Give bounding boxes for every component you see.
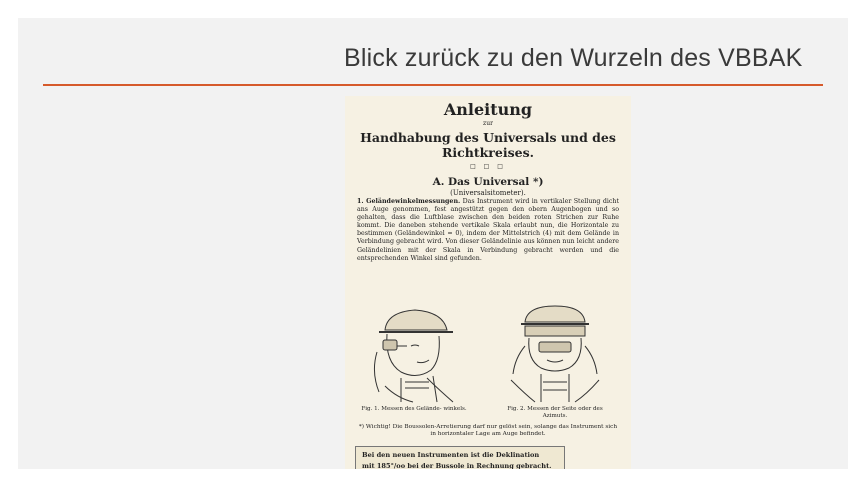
ornament: □ □ □	[470, 163, 506, 170]
declination-box	[355, 446, 565, 469]
declination-line-2: mit 185°/oo bei der Bussole in Rechnung gebracht.	[362, 462, 552, 469]
paragraph-lead: 1. Geländewinkelmessungen.	[357, 198, 461, 205]
figure-1-illustration	[357, 302, 475, 404]
slide	[18, 18, 848, 469]
section-subtitle: (Universalsitometer).	[450, 189, 526, 197]
figure-1-caption: Fig. 1. Messen des Gelände- winkels.	[361, 406, 467, 412]
document-heading: Anleitung	[443, 100, 533, 119]
scanned-document	[345, 96, 631, 469]
figure-2-caption: Fig. 2. Messen der Seite oder des Azimuts.	[507, 406, 603, 419]
slide-title: Blick zurück zu den Wurzeln des VBBAK	[344, 44, 803, 72]
instruction-paragraph	[357, 198, 619, 263]
section-title: A. Das Universal *)	[432, 176, 544, 188]
declination-line-1: Bei den neuen Instrumenten ist die Deklination	[362, 451, 540, 459]
footnote: *) Wichtig! Die Boussolen-Arretierung darf nur gelöst sein, solange das Instrument sich in horizontaler Lage am Auge befindet.	[358, 424, 618, 437]
title-underline	[43, 84, 823, 86]
paragraph-body: Das Instrument wird in vertikaler Stellung dicht ans Auge genommen, fest angestützt gegen den obern Augenbogen und so gehalten, dass die Luftblase zwischen den beiden roten Strichen zur Ruhe kommt. Die daneben stehende vertikale Skala erlaubt nun, die Horizontale zu bestimmen (Geländewinkel = 0), indem der Mittelstrich (4) mit dem Gelände in Verbindung gebracht wird. Von dieser Geländelinie aus können nun leicht andere Geländelinien mit der Skala in Verbindung gebracht werden und die entsprechenden Winkel sind gefunden.	[357, 198, 619, 262]
figure-2-illustration	[495, 302, 615, 404]
document-subheading: Handhabung des Universals und des Richtkreises.	[360, 130, 616, 160]
document-heading-small: zur	[483, 120, 493, 127]
